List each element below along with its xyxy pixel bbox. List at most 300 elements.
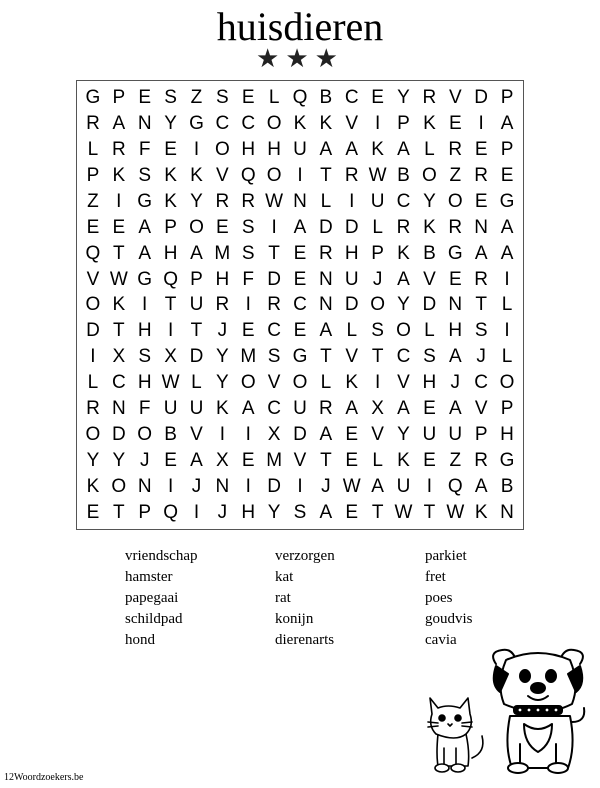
- grid-letter: A: [190, 449, 203, 471]
- grid-letter: N: [137, 113, 152, 135]
- grid-letter: E: [241, 320, 255, 342]
- grid-letter: T: [113, 501, 125, 523]
- grid-letter: P: [138, 501, 152, 523]
- grid-letter: G: [447, 242, 463, 264]
- grid-letter: S: [138, 165, 152, 187]
- grid-letter: V: [397, 372, 410, 394]
- grid-letter: M: [240, 346, 257, 368]
- grid-letter: Y: [423, 190, 436, 212]
- grid-letter: I: [193, 501, 200, 523]
- grid-letter: Y: [216, 346, 229, 368]
- grid-letter: V: [190, 423, 203, 445]
- grid-letter: S: [164, 87, 177, 109]
- grid-letter: K: [293, 113, 307, 135]
- grid-letter: C: [111, 372, 126, 394]
- grid-letter: S: [267, 346, 281, 368]
- grid-letter: S: [216, 87, 229, 109]
- grid-letter: Y: [112, 449, 126, 471]
- grid-letter: X: [112, 346, 126, 368]
- word-item: hamster: [125, 569, 173, 585]
- grid-letter: B: [500, 475, 514, 497]
- grid-letter: A: [500, 216, 514, 238]
- word-item: goudvis: [425, 611, 473, 627]
- word-item: hond: [125, 632, 155, 648]
- grid-letter: V: [345, 346, 359, 368]
- grid-letter: V: [267, 372, 281, 394]
- grid-letter: R: [422, 87, 437, 109]
- grid-letter: K: [423, 113, 436, 135]
- grid-letter: P: [397, 113, 410, 135]
- grid-letter: L: [372, 216, 383, 238]
- grid-letter: I: [297, 475, 303, 497]
- cat-illustration: [424, 692, 490, 774]
- grid-letter: K: [397, 242, 410, 264]
- grid-letter: T: [164, 294, 177, 316]
- grid-letter: A: [448, 346, 462, 368]
- grid-letter: R: [111, 139, 126, 161]
- grid-letter: N: [293, 190, 307, 212]
- grid-letter: V: [448, 87, 462, 109]
- grid-letter: Z: [449, 449, 462, 471]
- grid-letter: Q: [447, 475, 463, 497]
- grid-letter: L: [87, 372, 99, 394]
- grid-letter: K: [319, 113, 333, 135]
- grid-letter: R: [344, 165, 359, 187]
- grid-letter: I: [167, 320, 174, 342]
- grid-letter: I: [116, 190, 122, 212]
- grid-letter: J: [217, 501, 228, 523]
- grid-letter: E: [164, 139, 177, 161]
- grid-letter: K: [164, 165, 177, 187]
- word-item: kat: [275, 569, 294, 585]
- grid-letter: R: [474, 268, 489, 290]
- grid-letter: L: [346, 320, 358, 342]
- grid-letter: V: [86, 268, 100, 290]
- word-item: rat: [275, 590, 291, 606]
- grid-letter: J: [139, 449, 150, 471]
- grid-letter: W: [342, 475, 361, 497]
- grid-letter: T: [320, 346, 332, 368]
- grid-letter: A: [319, 320, 333, 342]
- grid-letter: H: [137, 372, 152, 394]
- grid-letter: Y: [397, 423, 410, 445]
- grid-letter: Y: [397, 87, 410, 109]
- grid-letter: L: [424, 139, 435, 161]
- word-column-1: [125, 546, 197, 651]
- grid-letter: R: [448, 216, 463, 238]
- site-footer: 12Woordzoekers.be: [4, 772, 84, 783]
- grid-letter: R: [215, 190, 230, 212]
- grid-letter: A: [138, 242, 152, 264]
- grid-letter: E: [293, 320, 307, 342]
- grid-letter: K: [423, 216, 436, 238]
- grid-letter: H: [241, 501, 256, 523]
- grid-letter: E: [216, 216, 229, 238]
- grid-letter: Y: [397, 294, 410, 316]
- grid-letter: D: [344, 294, 359, 316]
- grid-letter: W: [265, 190, 284, 212]
- grid-letter: D: [267, 268, 281, 290]
- grid-letter: O: [396, 320, 411, 342]
- grid-letter: W: [394, 501, 413, 523]
- grid-letter: G: [137, 268, 153, 290]
- grid-letter: G: [189, 113, 204, 135]
- grid-letter: R: [241, 190, 256, 212]
- grid-letter: P: [371, 242, 384, 264]
- grid-letter: D: [344, 216, 359, 238]
- grid-letter: E: [474, 190, 488, 212]
- grid-letter: A: [474, 242, 488, 264]
- grid-letter: X: [216, 449, 229, 471]
- grid-letter: O: [240, 372, 256, 394]
- grid-letter: J: [372, 268, 383, 290]
- grid-letter: H: [163, 242, 178, 264]
- grid-letter: S: [241, 216, 255, 238]
- grid-letter: A: [371, 475, 384, 497]
- grid-letter: I: [504, 268, 510, 290]
- grid-letter: V: [371, 423, 384, 445]
- grid-letter: R: [215, 294, 230, 316]
- grid-letter: T: [113, 320, 125, 342]
- grid-letter: S: [371, 320, 384, 342]
- grid-letter: S: [138, 346, 152, 368]
- grid-letter: R: [396, 216, 411, 238]
- grid-letter: G: [292, 346, 308, 368]
- grid-letter: K: [190, 165, 203, 187]
- grid-letter: I: [245, 475, 251, 497]
- grid-letter: E: [371, 87, 384, 109]
- grid-letter: I: [478, 113, 484, 135]
- grid-letter: E: [345, 449, 359, 471]
- grid-letter: Y: [164, 113, 177, 135]
- grid-letter: I: [297, 165, 303, 187]
- grid-letter: Z: [87, 190, 99, 212]
- grid-letter: D: [86, 320, 100, 342]
- grid-letter: F: [242, 268, 255, 290]
- grid-letter: U: [293, 139, 307, 161]
- grid-letter: N: [137, 475, 152, 497]
- grid-letter: O: [422, 165, 437, 187]
- grid-letter: L: [87, 139, 99, 161]
- grid-letter: Q: [163, 268, 178, 290]
- grid-letter: K: [216, 398, 229, 420]
- word-column-3: [425, 546, 473, 651]
- grid-letter: P: [86, 165, 100, 187]
- grid-letter: H: [448, 320, 463, 342]
- grid-letter: O: [266, 113, 282, 135]
- word-column-2: [275, 546, 335, 651]
- grid-letter: K: [474, 501, 488, 523]
- dog-illustration: [488, 644, 588, 774]
- grid-letter: A: [448, 398, 462, 420]
- grid-letter: T: [268, 242, 280, 264]
- grid-letter: E: [241, 449, 255, 471]
- grid-letter: R: [319, 242, 333, 264]
- grid-letter: R: [86, 398, 100, 420]
- grid-letter: P: [112, 87, 126, 109]
- grid-letter: I: [375, 372, 381, 394]
- grid-letter: W: [161, 372, 180, 394]
- word-item: papegaai: [125, 590, 179, 606]
- grid-letter: H: [241, 139, 256, 161]
- grid-letter: E: [474, 139, 488, 161]
- grid-letter: A: [397, 268, 410, 290]
- grid-letter: O: [292, 372, 308, 394]
- grid-letter: O: [137, 423, 153, 445]
- grid-letter: F: [138, 139, 151, 161]
- grid-letter: A: [397, 398, 410, 420]
- grid-letter: O: [370, 294, 386, 316]
- grid-letter: V: [216, 165, 229, 187]
- grid-letter: E: [448, 113, 462, 135]
- grid-letter: P: [164, 216, 177, 238]
- grid-letter: X: [164, 346, 177, 368]
- letter-grid: [76, 80, 524, 530]
- grid-letter: N: [111, 398, 126, 420]
- grid-letter: E: [500, 165, 514, 187]
- grid-letter: B: [423, 242, 436, 264]
- grid-letter: B: [164, 423, 177, 445]
- grid-letter: M: [266, 449, 283, 471]
- grid-letter: N: [500, 501, 514, 523]
- grid-letter: X: [267, 423, 281, 445]
- grid-letter: R: [474, 449, 489, 471]
- grid-letter: D: [293, 423, 307, 445]
- grid-letter: E: [86, 501, 100, 523]
- grid-letter: O: [447, 190, 463, 212]
- grid-letter: R: [267, 294, 281, 316]
- grid-letter: A: [474, 475, 488, 497]
- grid-letter: G: [137, 190, 153, 212]
- grid-letter: A: [500, 242, 514, 264]
- grid-letter: D: [189, 346, 204, 368]
- grid-letter: W: [109, 268, 128, 290]
- grid-letter: N: [319, 268, 333, 290]
- grid-letter: I: [375, 113, 381, 135]
- grid-letter: A: [397, 139, 410, 161]
- grid-letter: Y: [86, 449, 100, 471]
- grid-letter: T: [320, 449, 332, 471]
- grid-letter: Q: [163, 501, 178, 523]
- grid-letter: S: [241, 242, 255, 264]
- grid-letter: S: [423, 346, 436, 368]
- grid-letter: E: [345, 423, 359, 445]
- word-item: parkiet: [425, 548, 467, 564]
- grid-letter: D: [111, 423, 126, 445]
- grid-letter: R: [474, 165, 489, 187]
- grid-letter: I: [426, 475, 433, 497]
- grid-letter: U: [448, 423, 463, 445]
- grid-letter: O: [85, 294, 101, 316]
- grid-letter: A: [319, 501, 333, 523]
- grid-letter: V: [423, 268, 436, 290]
- grid-letter: L: [191, 372, 202, 394]
- grid-letter: O: [189, 216, 204, 238]
- grid-letter: Q: [292, 87, 308, 109]
- grid-letter: I: [245, 294, 251, 316]
- grid-letter: P: [190, 268, 203, 290]
- grid-letter: D: [422, 294, 437, 316]
- grid-letter: E: [164, 449, 177, 471]
- grid-letter: E: [241, 87, 255, 109]
- grid-letter: I: [142, 294, 148, 316]
- grid-letter: H: [215, 268, 230, 290]
- grid-letter: I: [271, 216, 277, 238]
- grid-letter: U: [396, 475, 411, 497]
- grid-letter: H: [267, 139, 281, 161]
- grid-letter: Y: [216, 372, 229, 394]
- grid-letter: T: [423, 501, 436, 523]
- grid-letter: A: [112, 113, 126, 135]
- grid-letter: I: [193, 139, 200, 161]
- grid-letter: O: [214, 139, 230, 161]
- grid-letter: I: [245, 423, 251, 445]
- grid-letter: U: [163, 398, 178, 420]
- word-item: verzorgen: [275, 548, 335, 564]
- grid-letter: R: [448, 139, 463, 161]
- word-item: cavia: [425, 632, 457, 648]
- grid-letter: Z: [449, 165, 462, 187]
- grid-letter: H: [344, 242, 359, 264]
- grid-letter: F: [138, 398, 151, 420]
- grid-letter: C: [267, 320, 281, 342]
- grid-letter: V: [474, 398, 488, 420]
- grid-letter: O: [499, 372, 515, 394]
- grid-letter: Z: [190, 87, 203, 109]
- grid-letter: L: [501, 346, 513, 368]
- grid-letter: L: [320, 372, 332, 394]
- grid-letter: C: [396, 346, 411, 368]
- grid-letter: E: [293, 268, 307, 290]
- word-item: fret: [425, 569, 446, 585]
- grid-letter: I: [219, 423, 225, 445]
- grid-letter: H: [137, 320, 152, 342]
- grid-letter: O: [266, 165, 282, 187]
- grid-letter: Y: [267, 501, 281, 523]
- grid-letter: R: [86, 113, 100, 135]
- grid-letter: J: [217, 320, 228, 342]
- grid-letter: A: [319, 139, 333, 161]
- grid-letter: T: [475, 294, 487, 316]
- grid-letter: I: [349, 190, 355, 212]
- grid-letter: A: [241, 398, 255, 420]
- grid-letter: C: [293, 294, 307, 316]
- grid-letter: B: [319, 87, 333, 109]
- grid-letter: J: [191, 475, 202, 497]
- grid-letter: K: [112, 294, 126, 316]
- grid-letter: P: [500, 87, 514, 109]
- grid-letter: J: [321, 475, 331, 497]
- grid-letter: U: [189, 398, 204, 420]
- grid-letter: E: [138, 87, 152, 109]
- grid-letter: L: [320, 190, 332, 212]
- grid-letter: K: [397, 449, 410, 471]
- grid-letter: X: [371, 398, 384, 420]
- grid-letter: K: [164, 190, 177, 212]
- grid-letter: A: [190, 242, 203, 264]
- grid-letter: M: [214, 242, 231, 264]
- grid-letter: W: [446, 501, 465, 523]
- grid-letter: O: [111, 475, 127, 497]
- grid-letter: L: [268, 87, 280, 109]
- grid-letter: G: [499, 449, 515, 471]
- grid-letter: E: [112, 216, 126, 238]
- grid-letter: Q: [240, 165, 256, 187]
- grid-letter: H: [500, 423, 514, 445]
- grid-letter: W: [368, 165, 387, 187]
- grid-letter: K: [86, 475, 100, 497]
- grid-letter: A: [500, 113, 514, 135]
- grid-letter: C: [344, 87, 359, 109]
- word-item: poes: [425, 590, 453, 606]
- grid-letter: K: [345, 372, 359, 394]
- grid-letter: I: [504, 320, 510, 342]
- grid-letter: T: [371, 346, 384, 368]
- grid-letter: L: [372, 449, 383, 471]
- grid-letter: Q: [85, 242, 101, 264]
- grid-letter: L: [424, 320, 435, 342]
- grid-letter: P: [474, 423, 488, 445]
- grid-letter: C: [474, 372, 489, 394]
- grid-letter: P: [500, 139, 514, 161]
- grid-letter: T: [113, 242, 125, 264]
- grid-letter: C: [267, 398, 281, 420]
- grid-letter: U: [189, 294, 204, 316]
- grid-letter: V: [345, 113, 359, 135]
- grid-letter: V: [293, 449, 307, 471]
- word-item: vriendschap: [125, 548, 198, 564]
- grid-letter: L: [501, 294, 513, 316]
- grid-letter: C: [241, 113, 256, 135]
- grid-letter: R: [319, 398, 333, 420]
- grid-letter: D: [319, 216, 333, 238]
- grid-letter: T: [320, 165, 332, 187]
- grid-letter: A: [293, 216, 307, 238]
- grid-letter: N: [319, 294, 333, 316]
- grid-letter: I: [90, 346, 96, 368]
- grid-letter: S: [293, 501, 307, 523]
- grid-letter: C: [215, 113, 230, 135]
- grid-letter: U: [422, 423, 437, 445]
- grid-letter: A: [345, 139, 359, 161]
- grid-letter: U: [344, 268, 359, 290]
- grid-letter: D: [474, 87, 489, 109]
- grid-letter: E: [293, 242, 307, 264]
- grid-letter: H: [422, 372, 437, 394]
- grid-letter: I: [167, 475, 174, 497]
- grid-letter: T: [190, 320, 203, 342]
- grid-letter: D: [267, 475, 281, 497]
- grid-letter: S: [474, 320, 488, 342]
- grid-letter: U: [370, 190, 385, 212]
- grid-letter: Y: [190, 190, 203, 212]
- grid-letter: N: [448, 294, 463, 316]
- page-title: huisdieren: [216, 4, 384, 49]
- grid-letter: T: [371, 501, 384, 523]
- grid-letter: A: [319, 423, 333, 445]
- grid-letter: K: [112, 165, 126, 187]
- grid-letter: G: [85, 87, 101, 109]
- grid-letter: E: [345, 501, 359, 523]
- grid-letter: N: [215, 475, 230, 497]
- grid-letter: E: [86, 216, 100, 238]
- grid-letter: O: [85, 423, 101, 445]
- grid-letter: G: [499, 190, 515, 212]
- difficulty-stars: ★★★: [256, 43, 344, 73]
- grid-letter: N: [474, 216, 489, 238]
- word-item: schildpad: [125, 611, 183, 627]
- grid-letter: E: [448, 268, 462, 290]
